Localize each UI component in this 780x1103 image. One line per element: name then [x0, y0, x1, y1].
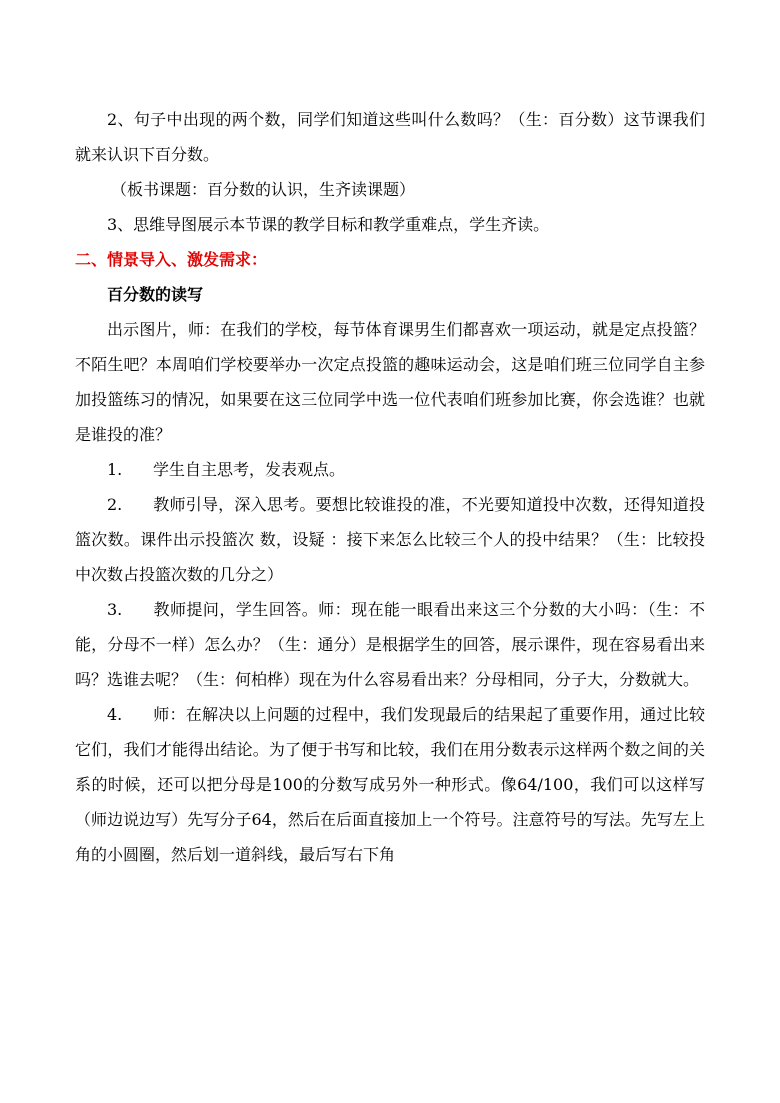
list-item-number: 3. — [107, 600, 123, 619]
paragraph-board-title: （板书课题：百分数的认识，生齐读课题） — [111, 180, 416, 199]
paragraph-question-intro: 2、句子中出现的两个数，同学们知道这些叫什么数吗？（生：百分数）这节课我们就来认识下百分数。 — [75, 110, 705, 164]
list-item-text: 教师提问，学生回答。师：现在能一眼看出来这三个分数的大小吗：（生：不能，分母不一样）怎么办？（生：通分）是根据学生的回答，展示课件，现在容易看出来吗？选谁去呢？（生：何柏桦）现在为什么容易看出来？分母相同，分子大，分数就大。 — [75, 600, 705, 689]
list-item-text: 教师引导，深入思考。要想比较谁投的准，不光要知道投中次数，还得知道投篮次数。课件出示投篮次 数，设疑 ：接下来怎么比较三个人的投中结果？（生：比较投中次数占投篮次数的几分之） — [75, 495, 705, 584]
list-item — [75, 592, 705, 697]
list-item-number: 1. — [107, 460, 123, 479]
subheading-percent-reading-writing: 百分数的读写 — [107, 285, 204, 304]
section-heading-scenario: 二、情景导入、激发需求： — [75, 250, 268, 269]
list-item — [75, 452, 705, 487]
list-item-text: 学生自主思考，发表观点。 — [153, 460, 346, 479]
list-item-number: 4. — [107, 705, 123, 724]
list-item — [75, 487, 705, 592]
list-item — [75, 697, 705, 872]
list-item-number: 2. — [107, 495, 123, 514]
paragraph-show-picture: 出示图片，师：在我们的学校，每节体育课男生们都喜欢一项运动，就是定点投篮？不陌生吧？本周咱们学校要举办一次定点投篮的趣味运动会，这是咱们班三位同学自主参加投篮练习的情况，如果要在这三位同学中选一位代表咱们班参加比赛，你会选谁？也就是谁投的准？ — [75, 320, 705, 444]
list-item-text: 师：在解决以上问题的过程中，我们发现最后的结果起了重要作用，通过比较它们，我们才能得出结论。为了便于书写和比较，我们在用分数表示这样两个数之间的关系的时候，还可以把分母是100的分数写成另外一种形式。像64/100，我们可以这样写（师边说边写）先写分子64，然后在后面直接加上一个符号。注意符号的写法。先写左上角的小圆圈，然后划一道斜线，最后写右下角 — [75, 705, 705, 864]
paragraph-mindmap: 3、思维导图展示本节课的教学目标和教学重难点，学生齐读。 — [107, 215, 550, 234]
document-body — [75, 102, 705, 872]
